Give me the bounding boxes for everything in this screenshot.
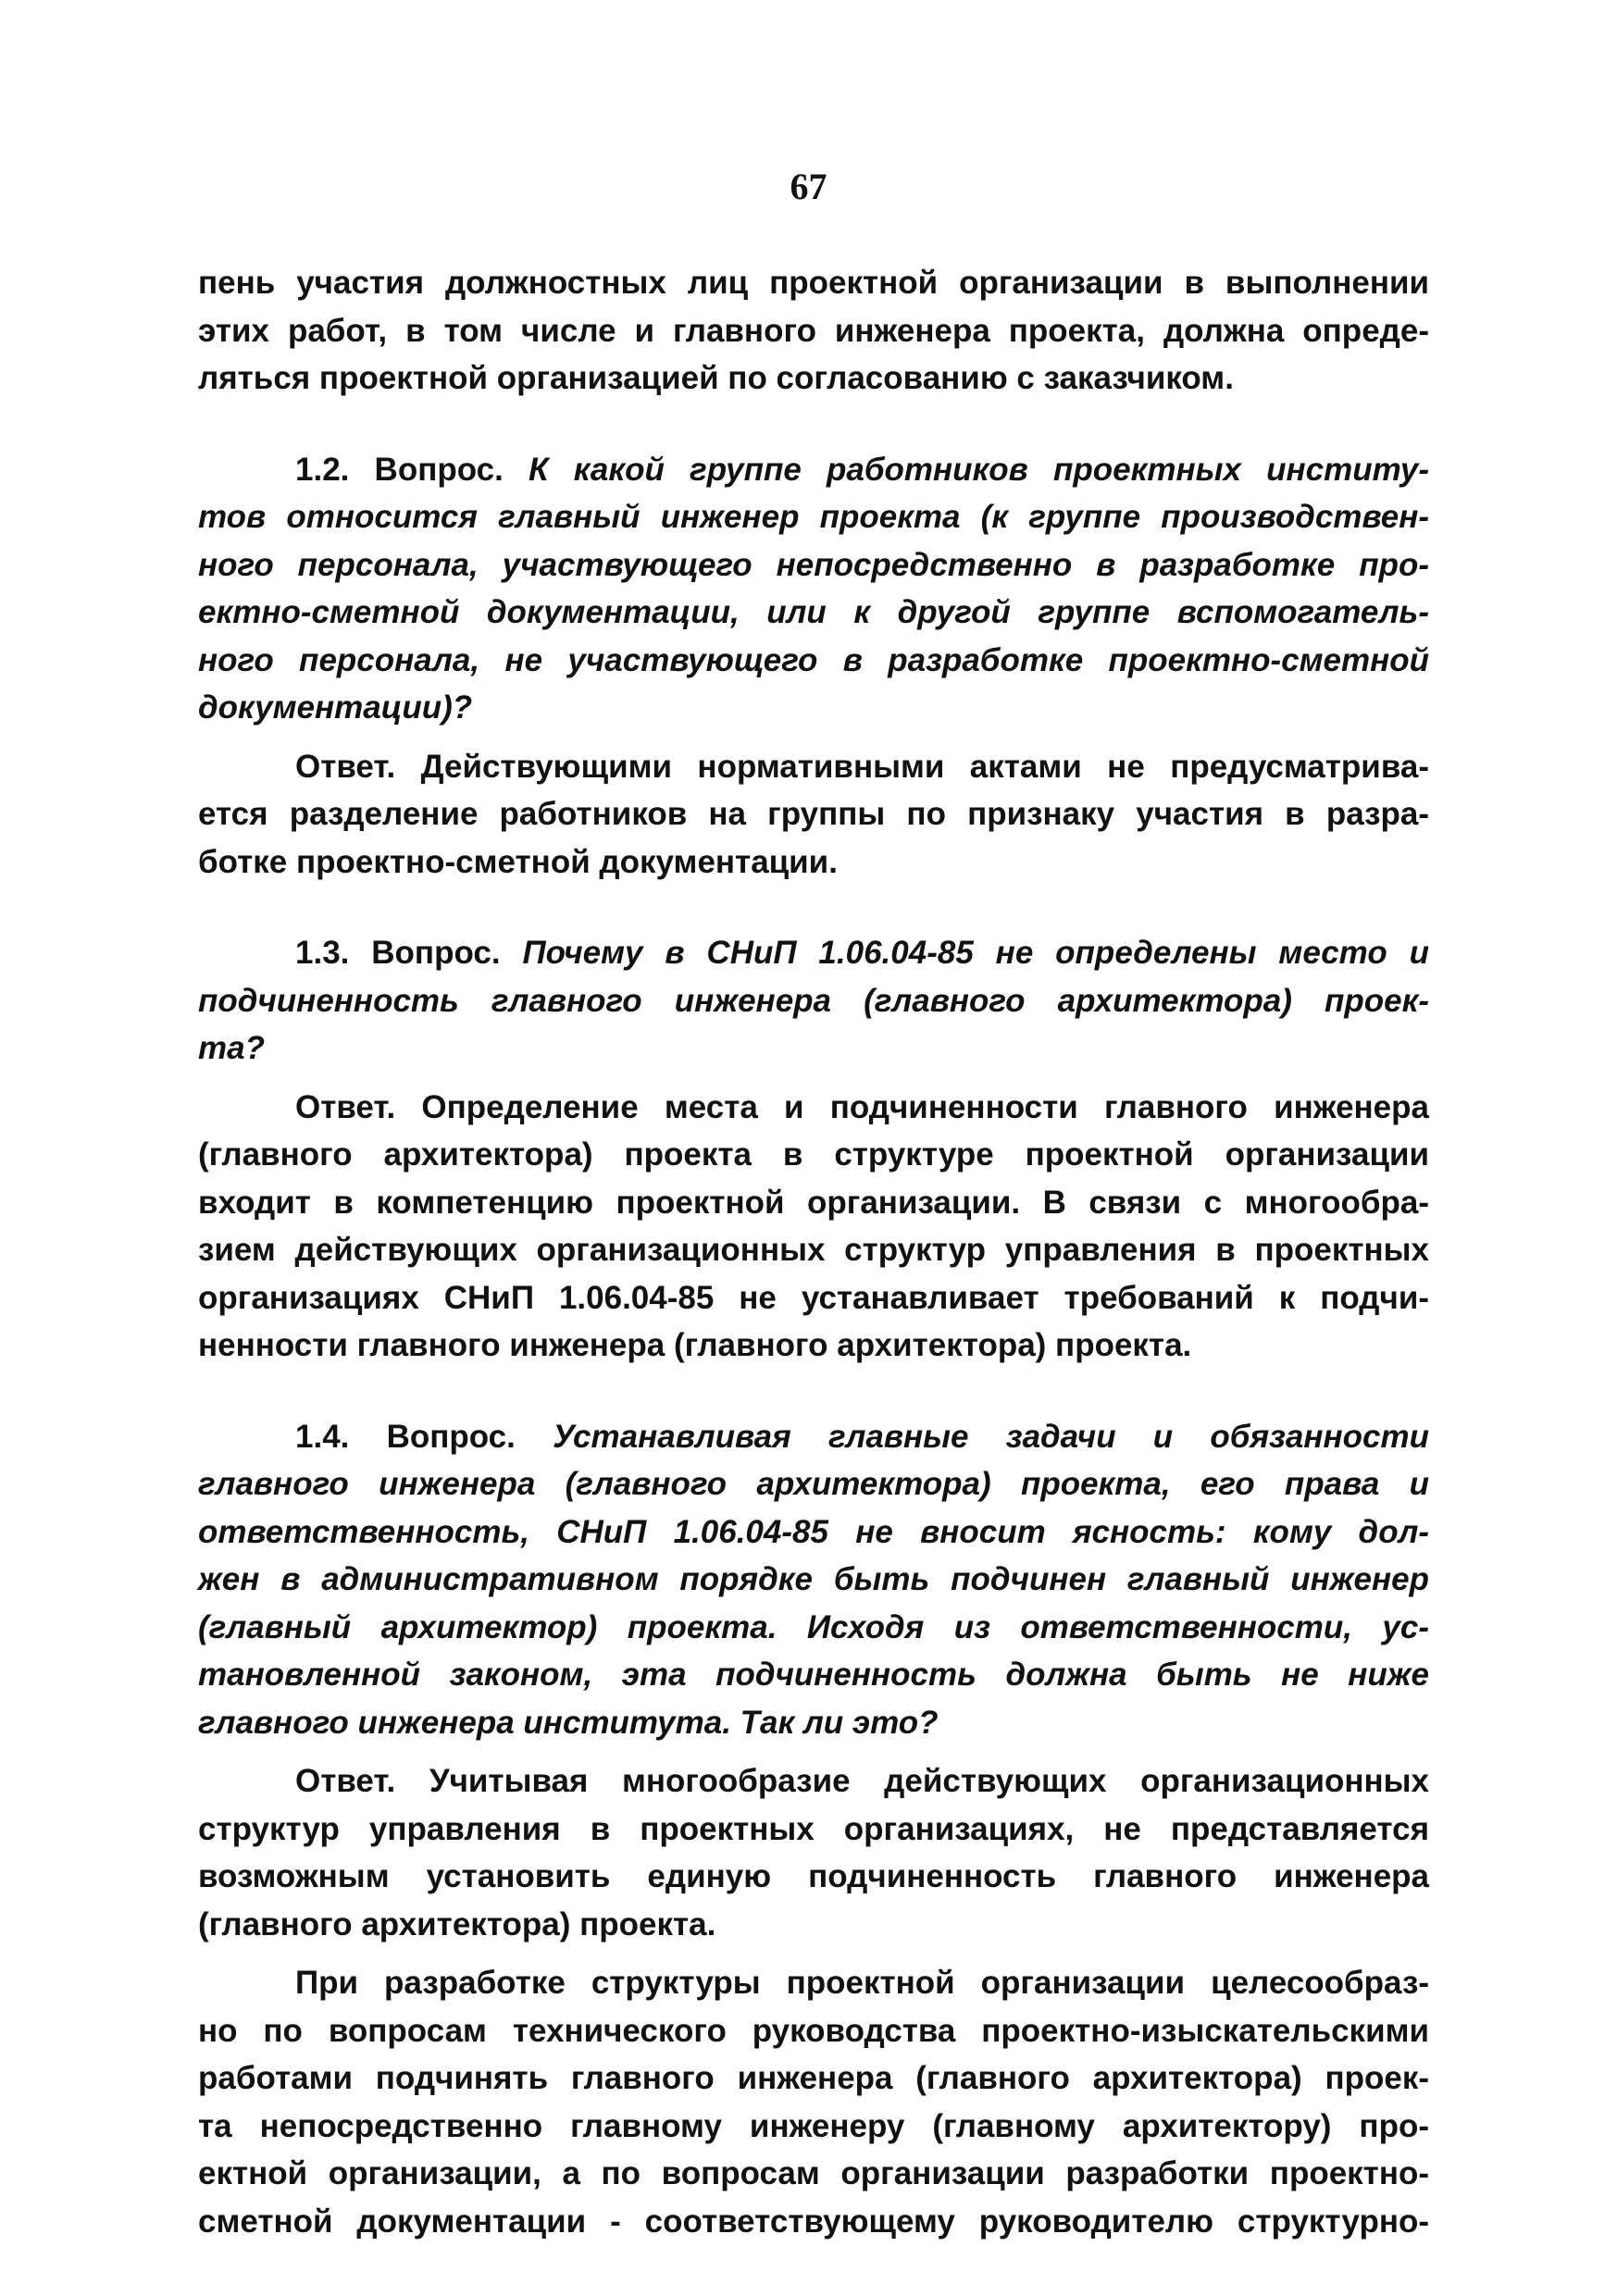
text-line: пень участия должностных лиц проектной организации в выполнении bbox=[198, 265, 1429, 301]
question-text: Почему в СНиП 1.06.04-85 не определены место и bbox=[500, 935, 1429, 971]
answer-text: (главного архитектора) проекта. bbox=[198, 1905, 716, 1942]
answer-text: возможным установить единую подчиненность главного инженера bbox=[198, 1858, 1429, 1894]
page-number: 67 bbox=[790, 166, 827, 207]
answer-text: Действующими нормативными актами не предусматрива- bbox=[395, 748, 1429, 785]
text-line: этих работ, в том числе и главного инженера проекта, должна опреде- bbox=[198, 312, 1429, 349]
question-text: жен в административном порядке быть подчинен главный инженер bbox=[198, 1561, 1429, 1597]
text-line: та непосредственно главному инженеру (главному архитектору) про- bbox=[198, 2107, 1429, 2144]
question-text: ответственность, СНиП 1.06.04-85 не вносит ясность: кому дол- bbox=[198, 1513, 1429, 1550]
continuation-paragraph bbox=[198, 259, 1429, 403]
question-text: главного инженера института. Так ли это? bbox=[198, 1704, 939, 1741]
text-line bbox=[198, 446, 1429, 494]
answer-text: (главного архитектора) проекта в структуре проектной организации bbox=[198, 1136, 1429, 1173]
question-text: тановленной законом, эта подчиненность должна быть не ниже bbox=[198, 1657, 1429, 1693]
answer-text: структур управления в проектных организациях, не представляется bbox=[198, 1810, 1429, 1847]
question-text: ного персонала, участвующего непосредственно в разработке про- bbox=[198, 546, 1429, 583]
text-line bbox=[198, 929, 1429, 977]
question-text: подчиненность главного инженера (главного архитектора) проек- bbox=[198, 982, 1429, 1019]
answer-label: Ответ. bbox=[295, 1088, 396, 1125]
text-line bbox=[198, 743, 1429, 791]
page-body bbox=[198, 259, 1429, 2245]
answer-1-2 bbox=[198, 743, 1429, 887]
answer-text: ется разделение работников на группы по признаку участия в разра- bbox=[198, 796, 1429, 832]
question-text: та? bbox=[198, 1030, 265, 1066]
answer-text: зием действующих организационных структур управления в проектных bbox=[198, 1232, 1429, 1268]
answer-label: Ответ. bbox=[295, 1763, 396, 1799]
question-text: (главный архитектор) проекта. Исходя из ответственности, ус- bbox=[198, 1608, 1429, 1645]
answer-text: Определение места и подчиненности главного инженера bbox=[395, 1088, 1429, 1125]
question-text: главного инженера (главного архитектора) проекта, его права и bbox=[198, 1466, 1429, 1502]
answer-1-4 bbox=[198, 1757, 1429, 1948]
question-text: К какой группе работников проектных институ- bbox=[503, 451, 1429, 488]
question-text: тов относится главный инженер проекта (к группе производствен- bbox=[198, 499, 1429, 535]
answer-label: Ответ. bbox=[295, 748, 396, 785]
final-paragraph bbox=[198, 1959, 1429, 2245]
question-label: 1.4. Вопрос. bbox=[295, 1418, 516, 1455]
answer-text: ненности главного инженера (главного архитектора) проекта. bbox=[198, 1327, 1192, 1363]
text-line: ляться проектной организацией по согласованию с заказчиком. bbox=[198, 360, 1234, 396]
answer-1-3 bbox=[198, 1084, 1429, 1370]
answer-text: организациях СНиП 1.06.04-85 не устанавливает требований к подчи- bbox=[198, 1279, 1429, 1316]
text-line: сметной документации - соответствующему руководителю структурно- bbox=[198, 2203, 1429, 2240]
question-label: 1.3. Вопрос. bbox=[295, 935, 501, 971]
answer-text: ботке проектно-сметной документации. bbox=[198, 843, 838, 880]
text-line bbox=[198, 1084, 1429, 1132]
question-1-2 bbox=[198, 446, 1429, 732]
text-line bbox=[198, 1757, 1429, 1806]
question-text: Устанавливая главные задачи и обязанности bbox=[515, 1418, 1429, 1455]
answer-text: входит в компетенцию проектной организации. В связи с многообра- bbox=[198, 1184, 1429, 1221]
question-label: 1.2. Вопрос. bbox=[295, 451, 504, 488]
text-line: При разработке структуры проектной организации целесообраз- bbox=[295, 1965, 1429, 2001]
question-1-3 bbox=[198, 929, 1429, 1073]
question-text: ного персонала, не участвующего в разработке проектно-сметной bbox=[198, 641, 1429, 678]
question-1-4 bbox=[198, 1413, 1429, 1747]
text-line: но по вопросам технического руководства проектно-изыскательскими bbox=[198, 2012, 1429, 2049]
question-text: ектно-сметной документации, или к другой группе вспомогатель- bbox=[198, 594, 1429, 630]
question-text: документации)? bbox=[198, 689, 473, 726]
text-line: работами подчинять главного инженера (главного архитектора) проек- bbox=[198, 2060, 1429, 2096]
answer-text: Учитывая многообразие действующих организационных bbox=[395, 1763, 1429, 1799]
text-line bbox=[198, 1413, 1429, 1461]
text-line: ектной организации, а по вопросам организации разработки проектно- bbox=[198, 2155, 1429, 2191]
